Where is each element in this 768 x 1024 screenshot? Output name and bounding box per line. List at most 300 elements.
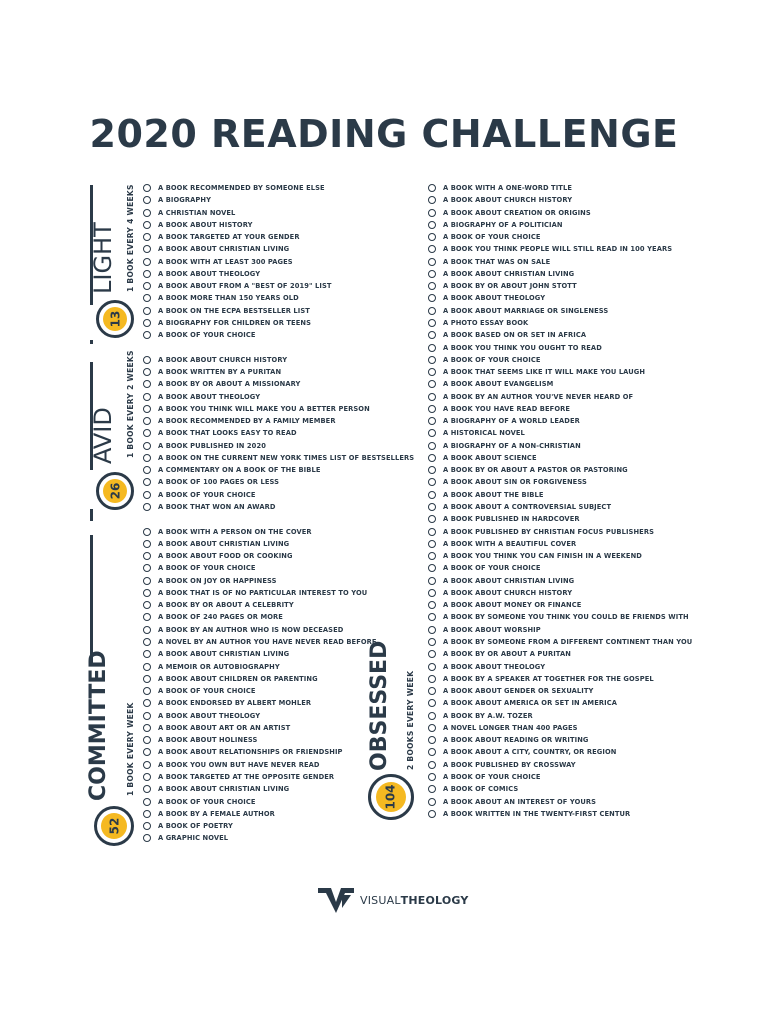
checkbox-circle-icon[interactable] bbox=[143, 393, 151, 401]
checklist-item[interactable] bbox=[428, 182, 572, 194]
checklist-item-label: A BOOK BY OR ABOUT JOHN STOTT bbox=[443, 282, 577, 291]
checklist-item[interactable] bbox=[428, 489, 544, 501]
checklist-item[interactable] bbox=[428, 476, 587, 488]
checklist-item-label: A BOOK ABOUT AMERICA OR SET IN AMERICA bbox=[443, 699, 617, 708]
checkbox-circle-icon[interactable] bbox=[428, 675, 436, 683]
checklist-item[interactable] bbox=[143, 194, 211, 206]
checklist-item[interactable] bbox=[428, 587, 572, 599]
checkbox-circle-icon[interactable] bbox=[428, 748, 436, 756]
checklist-item-label: A BOOK YOU THINK YOU CAN FINISH IN A WEEKEND bbox=[443, 552, 642, 561]
checklist-item[interactable] bbox=[143, 243, 289, 255]
checklist-item[interactable] bbox=[428, 661, 545, 673]
checklist-item-label: A BOOK PUBLISHED IN HARDCOVER bbox=[443, 515, 580, 524]
checklist-item-label: A BIOGRAPHY OF A NON-CHRISTIAN bbox=[443, 441, 581, 450]
checklist-item[interactable] bbox=[428, 464, 628, 476]
checklist-item-label: A BOOK ABOUT CHRISTIAN LIVING bbox=[158, 245, 290, 254]
tier-light-line bbox=[90, 340, 93, 344]
checklist-item-label: A BOOK PUBLISHED BY CROSSWAY bbox=[443, 760, 576, 769]
checklist-item-label: A NOVEL LONGER THAN 400 PAGES bbox=[443, 723, 578, 732]
checklist-item-label: A BOOK WRITTEN BY A PURITAN bbox=[158, 368, 282, 377]
checkbox-circle-icon[interactable] bbox=[143, 785, 151, 793]
checklist-item-label: A BOOK OF YOUR CHOICE bbox=[443, 355, 541, 364]
checklist-item[interactable] bbox=[428, 722, 578, 734]
checkbox-circle-icon[interactable] bbox=[143, 724, 151, 732]
checklist-item[interactable] bbox=[428, 292, 545, 304]
tier-committed-line bbox=[90, 535, 93, 665]
checklist-item-label: A BOOK THAT IS OF NO PARTICULAR INTEREST TO YOU bbox=[158, 588, 368, 597]
checkbox-circle-icon[interactable] bbox=[428, 577, 436, 585]
checklist-item[interactable] bbox=[143, 415, 336, 427]
checklist-item-label: A BOOK RECOMMENDED BY SOMEONE ELSE bbox=[158, 184, 325, 192]
checklist-item[interactable] bbox=[143, 280, 332, 292]
checkbox-circle-icon[interactable] bbox=[428, 515, 436, 523]
checklist-item[interactable] bbox=[428, 575, 574, 587]
checkbox-circle-icon[interactable] bbox=[428, 552, 436, 560]
checklist-item-label: A BIOGRAPHY OF A POLITICIAN bbox=[443, 220, 563, 229]
checkbox-circle-icon[interactable] bbox=[143, 209, 151, 217]
checklist-item[interactable] bbox=[143, 562, 256, 574]
checkbox-circle-icon[interactable] bbox=[143, 491, 151, 499]
checklist-item-label: A BOOK MORE THAN 150 YEARS OLD bbox=[158, 294, 299, 303]
checkbox-circle-icon[interactable] bbox=[428, 785, 436, 793]
checklist-item[interactable] bbox=[143, 808, 275, 820]
checkbox-circle-icon[interactable] bbox=[428, 626, 436, 634]
checklist-item-label: A BOOK ABOUT A CONTROVERSIAL SUBJECT bbox=[443, 503, 612, 512]
checklist-item-label: A BOOK BY A SPEAKER AT TOGETHER FOR THE GOSPEL bbox=[443, 674, 654, 683]
checkbox-circle-icon[interactable] bbox=[428, 184, 436, 192]
checklist-item[interactable] bbox=[143, 305, 310, 317]
checklist-item[interactable] bbox=[143, 575, 277, 587]
checklist-item-label: A BOOK ABOUT THEOLOGY bbox=[443, 662, 546, 671]
checklist-item-label: A BOOK TARGETED AT YOUR GENDER bbox=[158, 233, 300, 242]
checklist-item-label: A BOOK THAT SEEMS LIKE IT WILL MAKE YOU LAUGH bbox=[443, 368, 646, 377]
checklist-item-label: A BOOK ABOUT THEOLOGY bbox=[158, 711, 261, 720]
checklist-item-label: A BOOK BY A FEMALE AUTHOR bbox=[158, 809, 275, 818]
brand-logo bbox=[318, 886, 469, 914]
checklist-item[interactable] bbox=[143, 440, 266, 452]
checkbox-circle-icon[interactable] bbox=[143, 773, 151, 781]
checklist-item[interactable] bbox=[143, 476, 279, 488]
tier-obsessed-name: OBSESSED bbox=[367, 640, 392, 771]
checkbox-circle-icon[interactable] bbox=[428, 650, 436, 658]
checklist-item-label: A BOOK ABOUT A CITY, COUNTRY, OR REGION bbox=[443, 748, 617, 757]
checklist-item[interactable] bbox=[428, 305, 608, 317]
checkbox-circle-icon[interactable] bbox=[143, 380, 151, 388]
checkbox-circle-icon[interactable] bbox=[428, 712, 436, 720]
checkbox-circle-icon[interactable] bbox=[143, 503, 151, 511]
checklist-item[interactable] bbox=[143, 599, 294, 611]
checklist-item-label: A BOOK ABOUT CHRISTIAN LIVING bbox=[443, 269, 575, 278]
checklist-item[interactable] bbox=[428, 391, 633, 403]
checklist-item[interactable] bbox=[143, 820, 233, 832]
checklist-item[interactable] bbox=[428, 746, 616, 758]
checkbox-circle-icon[interactable] bbox=[143, 675, 151, 683]
checkbox-circle-icon[interactable] bbox=[143, 552, 151, 560]
checklist-item[interactable] bbox=[143, 832, 228, 844]
checklist-item[interactable] bbox=[428, 366, 645, 378]
checklist-item[interactable] bbox=[428, 317, 528, 329]
checklist-item-label: A BOOK ABOUT CHRISTIAN LIVING bbox=[443, 576, 575, 585]
checklist-item[interactable] bbox=[428, 342, 602, 354]
checklist-item[interactable] bbox=[143, 391, 260, 403]
checklist-item-label: A BOOK ABOUT MONEY OR FINANCE bbox=[443, 601, 582, 610]
checklist-item[interactable] bbox=[143, 526, 312, 538]
checkbox-circle-icon[interactable] bbox=[143, 405, 151, 413]
checklist-item[interactable] bbox=[428, 636, 692, 648]
checklist-item-label: A BOOK ABOUT CHRISTIAN LIVING bbox=[158, 539, 290, 548]
checklist-item-label: A BOOK ABOUT AN INTEREST OF YOURS bbox=[443, 797, 597, 806]
checkbox-circle-icon[interactable] bbox=[143, 540, 151, 548]
checklist-item[interactable] bbox=[428, 207, 591, 219]
checklist-item-label: A BOOK OF YOUR CHOICE bbox=[158, 564, 256, 573]
checkbox-circle-icon[interactable] bbox=[143, 245, 151, 253]
checklist-item[interactable] bbox=[143, 648, 289, 660]
checklist-item-label: A BOOK WITH A ONE-WORD TITLE bbox=[443, 184, 572, 192]
checkbox-circle-icon[interactable] bbox=[428, 589, 436, 597]
checkbox-circle-icon[interactable] bbox=[143, 454, 151, 462]
checklist-item[interactable] bbox=[428, 194, 572, 206]
checkbox-circle-icon[interactable] bbox=[143, 331, 151, 339]
checklist-item[interactable] bbox=[428, 243, 672, 255]
checklist-item-label: A BOOK RECOMMENDED BY A FAMILY MEMBER bbox=[158, 417, 336, 426]
checklist-item[interactable] bbox=[428, 329, 586, 341]
checkbox-circle-icon[interactable] bbox=[143, 712, 151, 720]
checklist-item[interactable] bbox=[143, 268, 260, 280]
checkbox-circle-icon[interactable] bbox=[428, 442, 436, 450]
checklist-item[interactable] bbox=[143, 464, 320, 476]
tier-avid-subtitle: 1 BOOK EVERY 2 WEEKS bbox=[126, 350, 135, 458]
checklist-item-label: A BOOK OF YOUR CHOICE bbox=[443, 233, 541, 242]
checklist-item[interactable] bbox=[428, 734, 589, 746]
checklist-item-label: A HISTORICAL NOVEL bbox=[443, 429, 525, 438]
vt-logo-icon bbox=[318, 886, 354, 914]
checklist-item[interactable] bbox=[428, 378, 553, 390]
checkbox-circle-icon[interactable] bbox=[428, 761, 436, 769]
checklist-item-label: A BOOK OF YOUR CHOICE bbox=[158, 687, 256, 696]
checkbox-circle-icon[interactable] bbox=[143, 417, 151, 425]
checklist-item[interactable] bbox=[428, 427, 525, 439]
tier-avid-line bbox=[90, 509, 93, 521]
checklist-item[interactable] bbox=[143, 219, 253, 231]
checkbox-circle-icon[interactable] bbox=[428, 380, 436, 388]
checklist-item-label: A BOOK ABOUT RELATIONSHIPS OR FRIENDSHIP bbox=[158, 748, 343, 757]
checkbox-circle-icon[interactable] bbox=[143, 663, 151, 671]
checkbox-circle-icon[interactable] bbox=[428, 773, 436, 781]
tier-light-subtitle: 1 BOOK EVERY 4 WEEKS bbox=[126, 184, 135, 292]
checklist-item-label: A BOOK BY SOMEONE YOU THINK YOU COULD BE FRIENDS WITH bbox=[443, 613, 689, 622]
checklist-item-label: A BOOK ABOUT THEOLOGY bbox=[158, 392, 261, 401]
checklist-item-label: A BOOK ABOUT CHRISTIAN LIVING bbox=[158, 785, 290, 794]
checkbox-circle-icon[interactable] bbox=[143, 650, 151, 658]
checklist-item-label: A BOOK ABOUT THEOLOGY bbox=[443, 294, 546, 303]
checklist-item[interactable] bbox=[143, 759, 320, 771]
checkbox-circle-icon[interactable] bbox=[428, 564, 436, 572]
checklist-item[interactable] bbox=[428, 599, 581, 611]
checkbox-circle-icon[interactable] bbox=[143, 478, 151, 486]
checkbox-circle-icon[interactable] bbox=[428, 798, 436, 806]
checklist-item[interactable] bbox=[143, 722, 290, 734]
tier-committed-name: COMMITTED bbox=[86, 650, 111, 801]
checklist-item-label: A BOOK YOU THINK WILL MAKE YOU A BETTER PERSON bbox=[158, 404, 370, 413]
checkbox-circle-icon[interactable] bbox=[428, 209, 436, 217]
checkbox-circle-icon[interactable] bbox=[143, 307, 151, 315]
checklist-item[interactable] bbox=[143, 329, 256, 341]
checkbox-circle-icon[interactable] bbox=[428, 699, 436, 707]
checkbox-circle-icon[interactable] bbox=[143, 761, 151, 769]
checklist-item[interactable] bbox=[428, 710, 533, 722]
checkbox-circle-icon[interactable] bbox=[428, 405, 436, 413]
checkbox-circle-icon[interactable] bbox=[143, 626, 151, 634]
checklist-item-label: A BOOK PUBLISHED IN 2020 bbox=[158, 441, 266, 450]
checklist-item[interactable] bbox=[143, 685, 256, 697]
page-title: 2020 READING CHALLENGE bbox=[89, 112, 679, 156]
checklist-item-label: A BOOK ABOUT HOLINESS bbox=[158, 736, 258, 745]
checkbox-circle-icon[interactable] bbox=[143, 196, 151, 204]
checklist-item-label: A BOOK ABOUT CREATION OR ORIGINS bbox=[443, 208, 591, 217]
checkbox-circle-icon[interactable] bbox=[428, 258, 436, 266]
checklist-item[interactable] bbox=[143, 538, 289, 550]
checklist-item[interactable] bbox=[143, 366, 281, 378]
checklist-item[interactable] bbox=[428, 673, 654, 685]
checklist-item-label: A BOOK THAT WON AN AWARD bbox=[158, 503, 276, 512]
checklist-item[interactable] bbox=[428, 501, 611, 513]
checklist-item[interactable] bbox=[143, 207, 235, 219]
checklist-item[interactable] bbox=[143, 661, 280, 673]
checklist-item-label: A BOOK BY AN AUTHOR WHO IS NOW DECEASED bbox=[158, 625, 344, 634]
checklist-item-label: A BOOK BY OR ABOUT A PURITAN bbox=[443, 650, 571, 659]
checkbox-circle-icon[interactable] bbox=[143, 601, 151, 609]
checkbox-circle-icon[interactable] bbox=[428, 196, 436, 204]
checkbox-circle-icon[interactable] bbox=[143, 258, 151, 266]
checklist-item[interactable] bbox=[428, 538, 576, 550]
checklist-item[interactable] bbox=[143, 501, 276, 513]
checklist-item[interactable] bbox=[143, 636, 377, 648]
tier-light-name: LIGHT bbox=[89, 222, 117, 294]
checklist-item[interactable] bbox=[143, 710, 260, 722]
checklist-item-label: A BOOK ABOUT ART OR AN ARTIST bbox=[158, 723, 291, 732]
checkbox-circle-icon[interactable] bbox=[143, 368, 151, 376]
checklist-item-label: A BOOK THAT LOOKS EASY TO READ bbox=[158, 429, 297, 438]
checklist-item-label: A BOOK THAT WAS ON SALE bbox=[443, 257, 551, 266]
checkbox-circle-icon[interactable] bbox=[143, 356, 151, 364]
checkbox-circle-icon[interactable] bbox=[428, 540, 436, 548]
checklist-item-label: A BOOK ABOUT WORSHIP bbox=[443, 625, 541, 634]
checklist-item-label: A BOOK ABOUT CHURCH HISTORY bbox=[158, 355, 288, 364]
checklist-item[interactable] bbox=[143, 624, 343, 636]
checkbox-circle-icon[interactable] bbox=[428, 810, 436, 818]
checkbox-circle-icon[interactable] bbox=[428, 613, 436, 621]
checklist-item[interactable] bbox=[428, 550, 642, 562]
checklist-item-label: A BOOK ON THE ECPA BESTSELLER LIST bbox=[158, 306, 310, 315]
checklist-item[interactable] bbox=[428, 513, 580, 525]
checkbox-circle-icon[interactable] bbox=[428, 319, 436, 327]
checkbox-circle-icon[interactable] bbox=[143, 699, 151, 707]
brand-logo-text: VISUALTHEOLOGY bbox=[360, 893, 469, 907]
checklist-item-label: A BOOK BY OR ABOUT A PASTOR OR PASTORING bbox=[443, 466, 628, 475]
checklist-item[interactable] bbox=[428, 648, 571, 660]
checkbox-circle-icon[interactable] bbox=[428, 429, 436, 437]
checkbox-circle-icon[interactable] bbox=[143, 577, 151, 585]
tier-avid-badge: 26 bbox=[96, 472, 134, 510]
checkbox-circle-icon[interactable] bbox=[143, 736, 151, 744]
checklist-item-label: A BOOK ABOUT SCIENCE bbox=[443, 453, 537, 462]
checklist-item-label: A BOOK ABOUT CHURCH HISTORY bbox=[443, 588, 573, 597]
checklist-item[interactable] bbox=[143, 550, 293, 562]
checkbox-circle-icon[interactable] bbox=[428, 270, 436, 278]
checklist-item[interactable] bbox=[428, 452, 537, 464]
checkbox-circle-icon[interactable] bbox=[143, 233, 151, 241]
checkbox-circle-icon[interactable] bbox=[428, 687, 436, 695]
checkbox-circle-icon[interactable] bbox=[428, 417, 436, 425]
checklist-item[interactable] bbox=[143, 182, 325, 194]
checkbox-circle-icon[interactable] bbox=[143, 748, 151, 756]
checklist-item[interactable] bbox=[428, 685, 593, 697]
checklist-item-label: A BOOK PUBLISHED BY CHRISTIAN FOCUS PUBLISHERS bbox=[443, 527, 654, 536]
checkbox-circle-icon[interactable] bbox=[143, 221, 151, 229]
checklist-item[interactable] bbox=[428, 562, 541, 574]
checklist-item-label: A BOOK ABOUT THEOLOGY bbox=[158, 269, 261, 278]
checklist-item[interactable] bbox=[428, 759, 576, 771]
checklist-item[interactable] bbox=[143, 317, 311, 329]
tier-obsessed-badge: 104 bbox=[368, 774, 414, 820]
checklist-item[interactable] bbox=[143, 354, 287, 366]
checklist-item-label: A MEMOIR OR AUTOBIOGRAPHY bbox=[158, 662, 280, 671]
checkbox-circle-icon[interactable] bbox=[428, 503, 436, 511]
checkbox-circle-icon[interactable] bbox=[428, 233, 436, 241]
checklist-item[interactable] bbox=[428, 280, 577, 292]
checklist-item-label: A BOOK OF COMICS bbox=[443, 785, 519, 794]
checkbox-circle-icon[interactable] bbox=[143, 282, 151, 290]
checklist-item-label: A BOOK ABOUT MARRIAGE OR SINGLENESS bbox=[443, 306, 609, 315]
checkbox-circle-icon[interactable] bbox=[143, 184, 151, 192]
checklist-item-label: A COMMENTARY ON A BOOK OF THE BIBLE bbox=[158, 466, 321, 475]
checkbox-circle-icon[interactable] bbox=[143, 319, 151, 327]
checklist-item-label: A BOOK OF 100 PAGES OR LESS bbox=[158, 478, 280, 487]
checklist-item[interactable] bbox=[428, 697, 617, 709]
checkbox-circle-icon[interactable] bbox=[428, 294, 436, 302]
checklist-item[interactable] bbox=[143, 256, 293, 268]
checklist-item-label: A BOOK ENDORSED BY ALBERT MOHLER bbox=[158, 699, 312, 708]
checklist-item[interactable] bbox=[143, 403, 370, 415]
checklist-item-label: A BOOK WITH A PERSON ON THE COVER bbox=[158, 527, 312, 536]
checkbox-circle-icon[interactable] bbox=[428, 307, 436, 315]
checkbox-circle-icon[interactable] bbox=[143, 589, 151, 597]
checklist-item-label: A BOOK OF YOUR CHOICE bbox=[443, 772, 541, 781]
checklist-item[interactable] bbox=[428, 415, 580, 427]
checkbox-circle-icon[interactable] bbox=[143, 466, 151, 474]
checkbox-circle-icon[interactable] bbox=[428, 368, 436, 376]
checkbox-circle-icon[interactable] bbox=[428, 724, 436, 732]
checkbox-circle-icon[interactable] bbox=[143, 429, 151, 437]
checkbox-circle-icon[interactable] bbox=[143, 270, 151, 278]
checklist-item[interactable] bbox=[428, 403, 570, 415]
checkbox-circle-icon[interactable] bbox=[428, 466, 436, 474]
checkbox-circle-icon[interactable] bbox=[428, 454, 436, 462]
checkbox-circle-icon[interactable] bbox=[143, 442, 151, 450]
checklist-item-label: A BOOK BASED ON OR SET IN AFRICA bbox=[443, 331, 587, 340]
checklist-item[interactable] bbox=[428, 808, 630, 820]
checklist-item[interactable] bbox=[143, 673, 318, 685]
checklist-item[interactable] bbox=[143, 611, 283, 623]
checkbox-circle-icon[interactable] bbox=[143, 810, 151, 818]
checklist-item-label: A BOOK ABOUT SIN OR FORGIVENESS bbox=[443, 478, 587, 487]
checkbox-circle-icon[interactable] bbox=[143, 834, 151, 842]
checklist-item-label: A BOOK ON THE CURRENT NEW YORK TIMES LIST OF BESTSELLERS bbox=[158, 453, 415, 462]
checkbox-circle-icon[interactable] bbox=[143, 638, 151, 646]
checklist-item-label: A BOOK OF YOUR CHOICE bbox=[443, 564, 541, 573]
checklist-item-label: A GRAPHIC NOVEL bbox=[158, 834, 229, 843]
checkbox-circle-icon[interactable] bbox=[428, 245, 436, 253]
checkbox-circle-icon[interactable] bbox=[143, 822, 151, 830]
checklist-item[interactable] bbox=[428, 526, 654, 538]
checkbox-circle-icon[interactable] bbox=[428, 663, 436, 671]
checkbox-circle-icon[interactable] bbox=[428, 638, 436, 646]
checkbox-circle-icon[interactable] bbox=[143, 564, 151, 572]
checklist-item[interactable] bbox=[143, 378, 300, 390]
checkbox-circle-icon[interactable] bbox=[428, 736, 436, 744]
checkbox-circle-icon[interactable] bbox=[143, 528, 151, 536]
checkbox-circle-icon[interactable] bbox=[428, 356, 436, 364]
checklist-item[interactable] bbox=[143, 771, 334, 783]
checklist-item[interactable] bbox=[143, 587, 367, 599]
checklist-item[interactable] bbox=[428, 231, 541, 243]
checkbox-circle-icon[interactable] bbox=[428, 221, 436, 229]
checklist-item[interactable] bbox=[428, 771, 541, 783]
checklist-item[interactable] bbox=[428, 268, 574, 280]
checklist-item[interactable] bbox=[143, 292, 299, 304]
checkbox-circle-icon[interactable] bbox=[428, 331, 436, 339]
checklist-item[interactable] bbox=[143, 489, 256, 501]
checklist-item[interactable] bbox=[143, 452, 414, 464]
checkbox-circle-icon[interactable] bbox=[428, 478, 436, 486]
checklist-item[interactable] bbox=[428, 256, 550, 268]
checklist-item[interactable] bbox=[428, 783, 518, 795]
checklist-item-label: A CHRISTIAN NOVEL bbox=[158, 208, 236, 217]
checkbox-circle-icon[interactable] bbox=[428, 393, 436, 401]
checklist-item[interactable] bbox=[428, 354, 541, 366]
checkbox-circle-icon[interactable] bbox=[143, 613, 151, 621]
checklist-item[interactable] bbox=[143, 697, 311, 709]
checklist-item-label: A BOOK WITH A BEAUTIFUL COVER bbox=[443, 539, 577, 548]
checklist-item-label: A BOOK ON JOY OR HAPPINESS bbox=[158, 576, 277, 585]
checklist-item[interactable] bbox=[143, 734, 257, 746]
checklist-item-label: A BOOK OF YOUR CHOICE bbox=[158, 490, 256, 499]
checklist-item-label: A BOOK ABOUT CHILDREN OR PARENTING bbox=[158, 674, 318, 683]
checkbox-circle-icon[interactable] bbox=[428, 601, 436, 609]
checkbox-circle-icon[interactable] bbox=[428, 528, 436, 536]
checkbox-circle-icon[interactable] bbox=[428, 344, 436, 352]
checkbox-circle-icon[interactable] bbox=[428, 282, 436, 290]
checklist-item[interactable] bbox=[143, 427, 297, 439]
checklist-item-label: A BIOGRAPHY OF A WORLD LEADER bbox=[443, 417, 580, 426]
checklist-item[interactable] bbox=[428, 624, 541, 636]
checkbox-circle-icon[interactable] bbox=[143, 294, 151, 302]
checklist-item[interactable] bbox=[428, 219, 563, 231]
checklist-item-label: A BOOK ABOUT FOOD OR COOKING bbox=[158, 552, 293, 561]
checklist-item[interactable] bbox=[428, 611, 689, 623]
checkbox-circle-icon[interactable] bbox=[143, 687, 151, 695]
checklist-item[interactable] bbox=[143, 746, 343, 758]
checkbox-circle-icon[interactable] bbox=[143, 798, 151, 806]
checkbox-circle-icon[interactable] bbox=[428, 491, 436, 499]
checklist-item-label: A BOOK BY A.W. TOZER bbox=[443, 711, 533, 720]
checklist-item[interactable] bbox=[428, 440, 581, 452]
checklist-item[interactable] bbox=[428, 796, 596, 808]
checklist-item-label: A BOOK YOU THINK PEOPLE WILL STILL READ IN 100 YEARS bbox=[443, 245, 673, 254]
checklist-item[interactable] bbox=[143, 783, 289, 795]
checklist-item[interactable] bbox=[143, 231, 300, 243]
checklist-item[interactable] bbox=[143, 796, 256, 808]
